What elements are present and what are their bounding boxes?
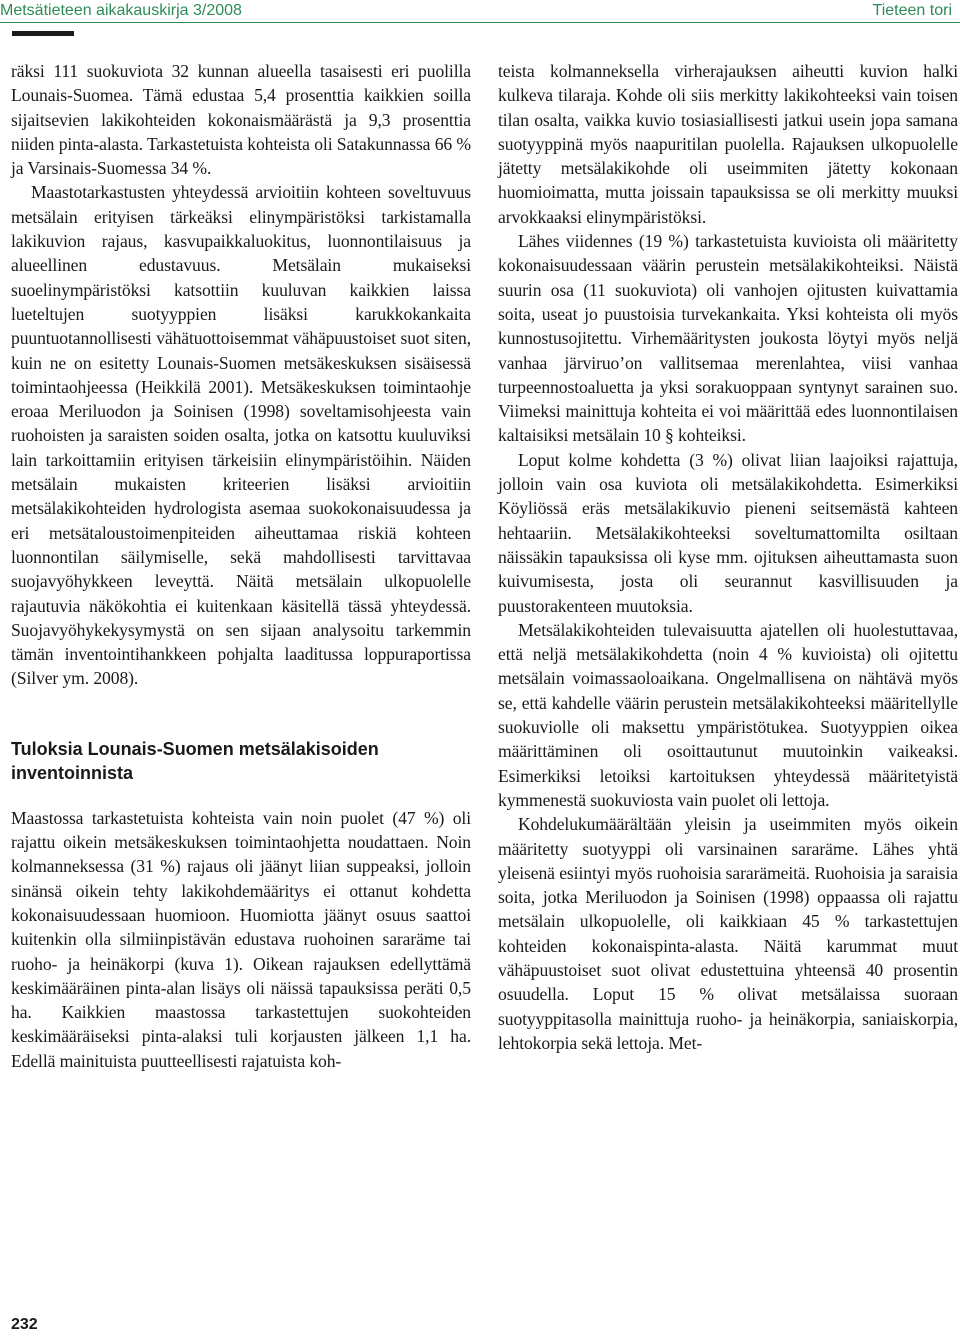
right-paragraph-1: teista kolmanneksella virherajauksen aiheutti kuvion halki kulkeva tilaraja. Kohde oli siis merkitty lakikohteeksi vain toisen tilan osalta, vaikka kuvio tosiasiallisesti jatkui usein jopa samana suotyyppinä myös naapuritilan puolella. Rajauksen ulkopuolelle jätetty metsälakikohde oli useimmiten jätetty kokonaan huomioimatta, mutta joissain tapauksissa se oli merkitty muuksi arvokkaaksi elinympäristöksi. xyxy=(498,61,958,227)
journal-title: Metsätieteen aikakauskirja 3/2008 xyxy=(0,2,242,19)
left-paragraph-3: Maastossa tarkastetuista kohteista vain noin puolet (47 %) oli rajattu oikein metsäkeskuksen toimintaohjetta noudattaen. Noin kolmanneksessa (31 %) rajaus oli jäänyt liian suppeaksi, jolloin sinänsä oikein tehty lakikohdemääritys ei ottanut kohdetta kokonaisuudessaan huomioon. Huomiotta jäänyt osuus saattoi kuitenkin olla silmiinpistävän edustava ruohoinen sararäme tai ruoho- ja heinäkorpi (kuva 1). Oikean rajauksen edellyttämä keskimääräinen pinta-alan lisäys oli näissä tapauksissa peräti 0,5 ha. Kaikkien maastossa tarkastettujen suokohteiden keskimääräiseksi pinta-alaksi tuli korjausten jälkeen 1,1 ha. Edellä mainituista puutteellisesti rajatuista koh- xyxy=(11,807,471,1071)
right-paragraph-4: Metsälakikohteiden tulevaisuutta ajatellen oli huolestuttavaa, että neljä metsälakikohdetta (noin 4 % kuvioista) oli ojitettu metsälain voimassaoloaikana. Ongelmallisena on nähtävä myös se, että kahdelle väärin perustein metsälakikohteeksi määritellylle suokuviolle oli maksettu ympäristötukea. Suotyyppien oikea määrittäminen oli osoittautunut muutoinkin vaikeaksi. Esimerkiksi letoiksi kartoituksen yhteydessä määritetyistä kymmenestä suokuviosta vain puolet oli lettoja. xyxy=(498,619,958,810)
header-rule-bar xyxy=(12,31,74,36)
right-paragraph-3: Loput kolme kohdetta (3 %) olivat liian laajoiksi rajattuja, jolloin vain osa kuviota oli metsälakikohdetta. Esimerkiksi Köyliössä eräs metsälakikuvio pieneni seitsemästä kahteen hehtaariin. Metsälakikohteeksi soveltumattomilta osiltaan näissäkin tapauksissa oli kyse mm. ojituksen aiheuttamasta suon kuivumisesta, josta oli seurannut kasvillisuuden ja puustorakenteen muutoksia. xyxy=(498,449,958,616)
section-heading: Tuloksia Lounais-Suomen metsälakisoiden inventoinnista xyxy=(11,738,379,783)
page-number: 232 xyxy=(11,1316,38,1333)
right-paragraph-5: Kohdelukumäärältään yleisin ja useimmiten myös oikein määritetty suotyyppi oli varsinainen sararäme. Lähes yhtä yleisenä esiintyi myös ruohoisia sararämeitä. Ruohoisia ja saraisia soita, jotka Meriluodon ja Soinisen (1998) oppaassa oli rajattu metsälain ulkopuolelle, oli kaikkiaan 45 % tarkastettujen kohteiden kokonaispinta-alasta. Näitä karummat muut vähäpuustoiset suot olivat edustettuina yhteensä 40 prosentin osuudella. Loput 15 % olivat metsälaissa suoraan suotyyppitasolla mainittuja ruoho- ja heinäkorpia, saniaiskorpia, lehtokorpia sekä lettoja. Met- xyxy=(498,814,958,1053)
left-paragraph-1: räksi 111 suokuviota 32 kunnan alueella tasaisesti eri puolilla Lounais-Suomea. Tämä edustaa 5,4 prosenttia kaikkien soilla sijaitsevien lakikohteiden kokonaismäärästä ja 9,3 prosenttia niiden pinta-alasta. Tarkastetuista kohteista oli Satakunnassa 66 % ja Varsinais-Suomessa 34 %. xyxy=(11,61,471,179)
left-column xyxy=(11,59,471,1073)
section-title: Tieteen tori xyxy=(872,2,952,19)
running-header xyxy=(0,0,960,23)
left-paragraph-2: Maastotarkastusten yhteydessä arvioitiin kohteen soveltuvuus metsälain erityisen tärkeäksi elinympäristöksi tarkistamalla lakikuvion rajaus, kasvupaikkaluokitus, luonnontilaisuus ja alueellinen edustavuus. Metsälain mukaiseksi suoelinympäristöksi katsottiin kuuluvan kaikkien laissa lueteltujen suotyyppien lisäksi karukkokankaita puuntuotannollisesti vähätuottoisemmat vähäpuustoiset suot siten, kuin ne on esitetty Lounais-Suomen metsäkeskuksen sisäisessä toimintaohjeessa (Heikkilä 2001). Metsäkeskuksen toimintaohje eroaa Meriluodon ja Soinisen (1998) soveltamisohjeesta vain ruohoisten ja saraisten soiden osalta, jotka on katsottu kuuluviksi lain tarkoittamiin erityisen tärkeisiin elinympäristöihin. Näiden metsälain mukaisten kriteerien lisäksi arvioitiin metsälakikohteiden hydrologista asemaa suokokonaisuudessa ja eri metsätaloustoimenpiteiden aiheuttamaa riskiä kohteen luonnontilan säilymiselle, sekä mahdollisesti tarvittavaa suojavyöhykkeen leveyttä. Näitä metsälain ulkopuolelle rajautuvia näkökohtia ei kuitenkaan käsitellä tässä yhteydessä. Suojavyöhykekysymystä on sen sijaan analysoitu tarkemmin tämän inventointihankkeen pohjalta laaditussa loppuraportissa (Silver ym. 2008). xyxy=(11,182,471,689)
right-paragraph-2: Lähes viidennes (19 %) tarkastetuista kuvioista oli määritetty kokonaisuudessaan väärin perustein metsälakikohteiksi. Näistä suurin osa (11 suokuviota) oli vanhojen ojitusten kuivattamia soita, useat jo puustoisia turvekankaita. Yksi kohteista oli myös kunnostusojitettu. Virhemääritysten joukosta löytyi myös neljä vanhaa järviruo’on vallitsemaa merenlahtea, viisi vanhaa turpeennostoaluetta ja yksi sorakuoppaan syntynyt sarainen suo. Viimeksi mainittuja kohteita ei voi määrittää edes luonnontilaisen kaltaisiksi metsälain 10 § kohteiksi. xyxy=(498,231,958,446)
right-column xyxy=(498,59,958,1055)
